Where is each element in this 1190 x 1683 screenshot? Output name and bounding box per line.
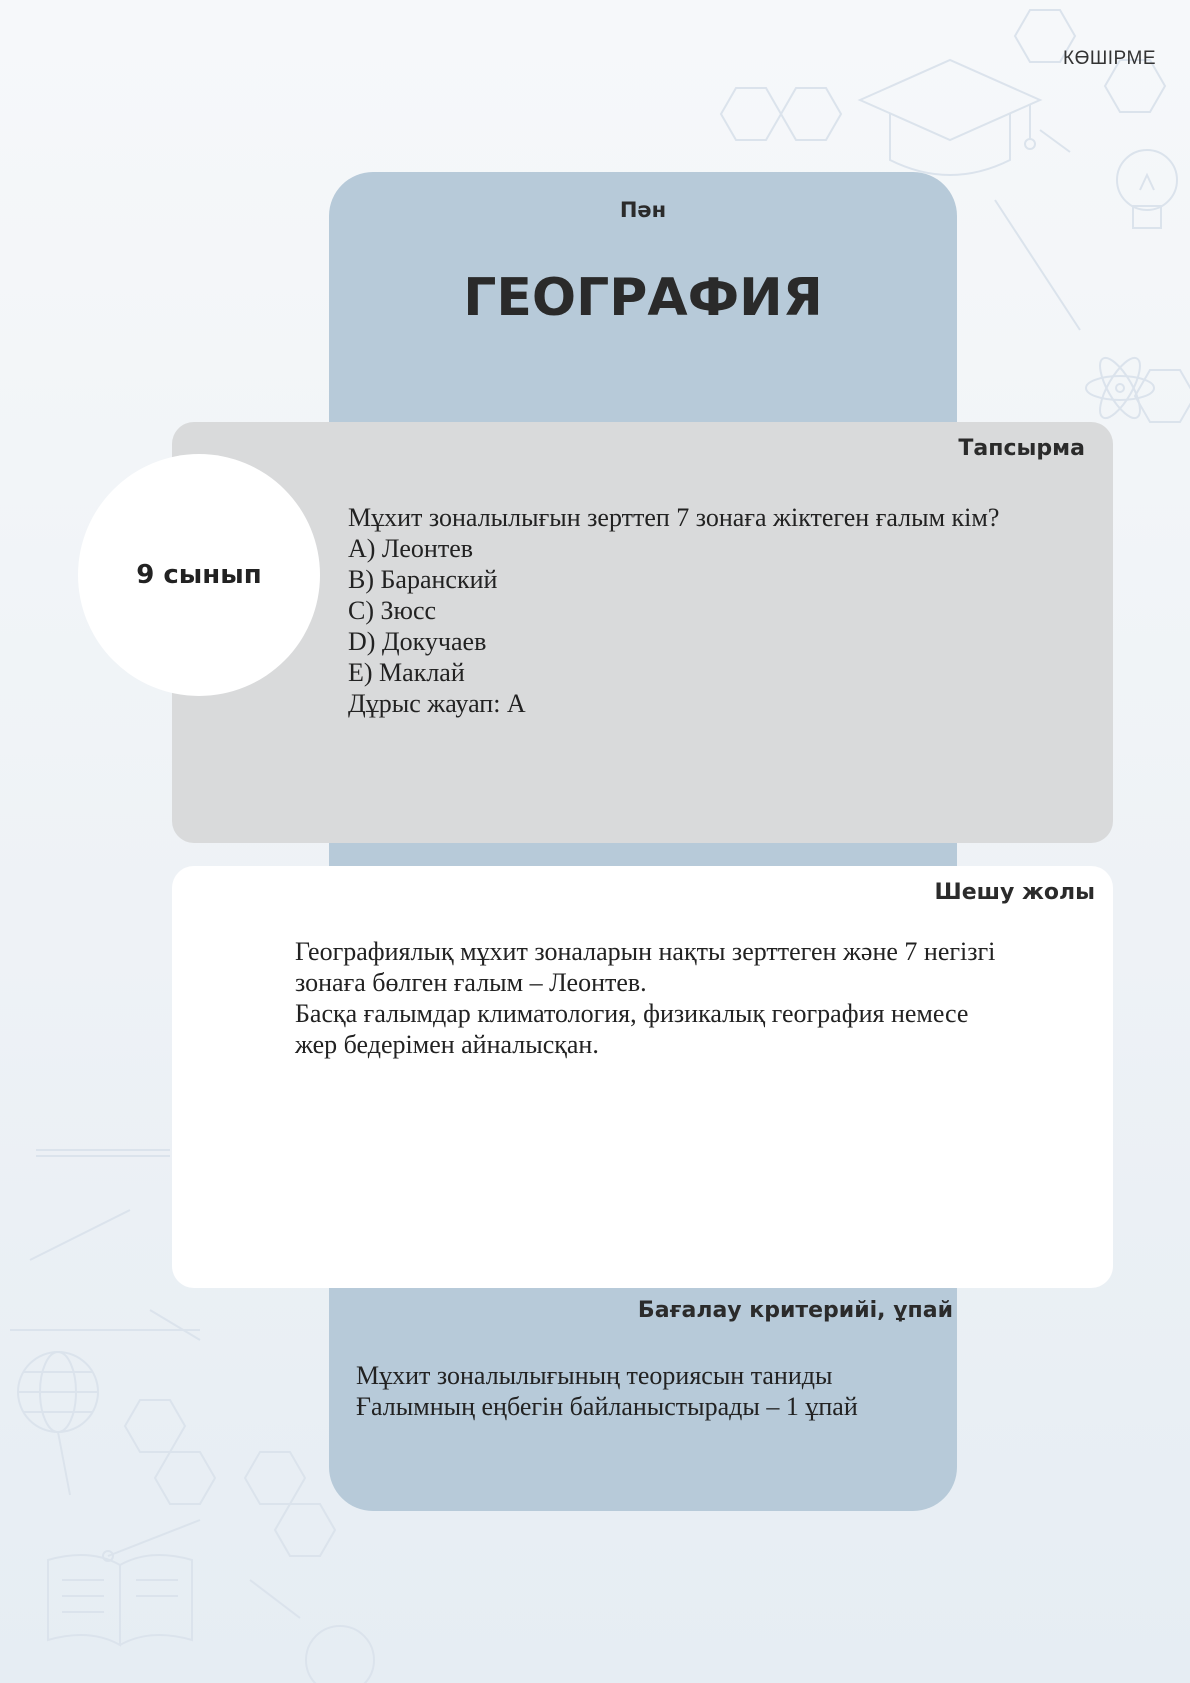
task-card — [172, 422, 1113, 843]
solution-line: Басқа ғалымдар климатология, физикалық география немесе — [295, 999, 969, 1028]
graduation-cap-icon — [860, 60, 1070, 175]
solution-card — [172, 866, 1113, 1288]
solution-text — [295, 936, 1075, 1060]
magnifier-icon — [250, 1580, 374, 1683]
subject-caption: Пән — [619, 198, 667, 222]
subject-title: ГЕОГРАФИЯ — [463, 268, 823, 328]
globe-icon — [18, 1352, 98, 1495]
grade-badge: 9 сынып — [78, 454, 320, 696]
solution-line: Географиялық мұхит зоналарын нақты зерттеген және 7 негізгі — [295, 937, 996, 966]
task-question: Мұхит зоналылығын зерттеп 7 зонаға жіктеген ғалым кім? — [348, 503, 1000, 532]
criteria-line: Ғалымның еңбегін байланыстырады – 1 ұпай — [356, 1392, 858, 1421]
task-text — [348, 502, 1088, 719]
task-option-d: D) Докучаев — [348, 627, 487, 656]
open-book-icon — [48, 1520, 200, 1645]
task-heading: Тапсырма — [958, 436, 1085, 461]
task-correct-answer: Дұрыс жауап: A — [348, 689, 526, 718]
task-option-e: E) Маклай — [348, 658, 465, 687]
task-option-a: A) Леонтев — [348, 534, 474, 563]
criteria-line: Мұхит зоналылығының теориясын таниды — [356, 1361, 833, 1390]
task-option-b: B) Баранский — [348, 565, 498, 594]
solution-heading: Шешу жолы — [934, 880, 1095, 905]
task-option-c: C) Зюсс — [348, 596, 437, 625]
solution-line: жер бедерімен айналысқан. — [295, 1030, 599, 1059]
lightbulb-icon — [1117, 150, 1177, 228]
copy-label: КӨШІРМЕ — [1063, 48, 1156, 69]
solution-line: зонаға бөлген ғалым – Леонтев. — [295, 968, 647, 997]
criteria-heading: Бағалау критерийі, ұпай — [637, 1298, 953, 1323]
criteria-text — [356, 1360, 936, 1422]
